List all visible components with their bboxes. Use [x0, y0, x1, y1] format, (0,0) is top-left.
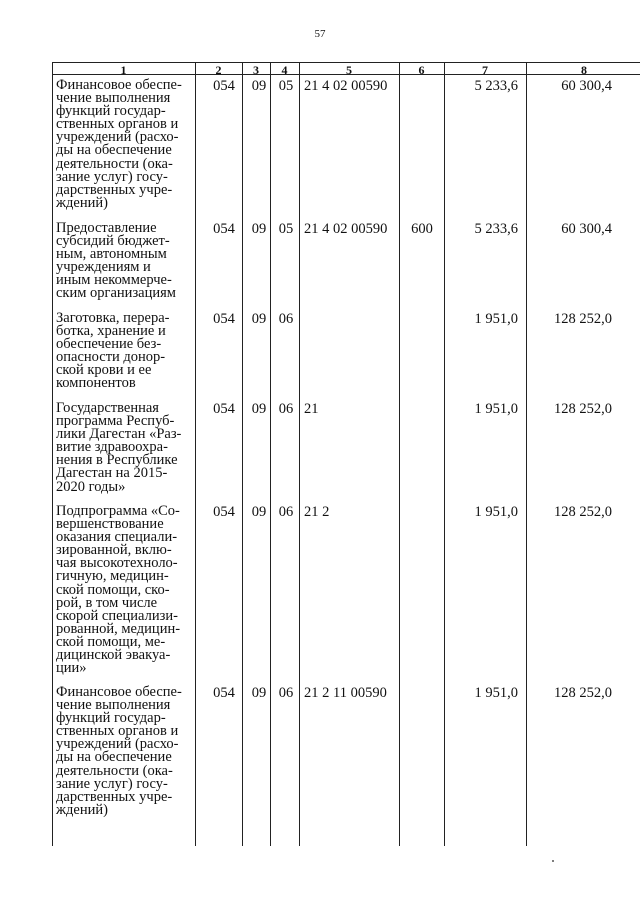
- table-cell-target: 21 2 11 00590: [304, 685, 387, 701]
- col-border-6: [444, 62, 445, 846]
- table-cell-ministry: 054: [213, 504, 235, 520]
- col-border-2: [242, 62, 243, 846]
- table-cell-target: 21 4 02 00590: [304, 221, 388, 237]
- table-cell-subsection: 06: [278, 401, 294, 417]
- col-border-0: [52, 62, 53, 846]
- table-cell-section: 09: [251, 78, 267, 94]
- table-cell-target: 21 2: [304, 504, 330, 520]
- table-cell-amount-2015: 5 233,6: [474, 221, 518, 237]
- col-border-1: [195, 62, 196, 846]
- table-cell-section: 09: [251, 685, 267, 701]
- table-cell-ministry: 054: [213, 221, 235, 237]
- col-border-3: [270, 62, 271, 846]
- table-cell-amount-total: 128 252,0: [554, 504, 612, 520]
- table-cell-subsection: 06: [278, 311, 294, 327]
- header-col-4: 4: [281, 63, 288, 77]
- table-cell-amount-total: 128 252,0: [554, 311, 612, 327]
- table-cell-ministry: 054: [213, 401, 235, 417]
- table-row-name: Финансовое обеспе- чение выполнения функций государ- ственных органов и учреждений (расхо- ды на обеспечение деятельности (ока- зание услуг) госу- дарственных учре- ждений): [56, 684, 182, 818]
- table-cell-section: 09: [251, 401, 267, 417]
- header-col-8: 8: [581, 63, 587, 77]
- table-row-name: Заготовка, перера- ботка, хранение и обеспечение без- опасности донор- ской крови и ее компонентов: [56, 310, 170, 392]
- header-col-6: 6: [418, 63, 425, 77]
- table-cell-amount-total: 60 300,4: [561, 78, 612, 94]
- table-cell-target: 21 4 02 00590: [304, 78, 388, 94]
- table-cell-subsection: 05: [278, 78, 294, 94]
- table-row-name: Подпрограмма «Со- вершенствование оказания специали- зированной, вклю- чая высокотехноло- гичную, медицин- ской помощи, ско- рой, в том числе скорой специализи- рованной, медицин- ской помощи, ме- дицинской эвакуа- ции»: [56, 503, 181, 677]
- col-border-5: [399, 62, 400, 846]
- table-cell-subsection: 05: [278, 221, 294, 237]
- table-cell-ministry: 054: [213, 685, 235, 701]
- col-border-7: [526, 62, 527, 846]
- header-col-3: 3: [253, 63, 259, 77]
- table-cell-subsection: 06: [278, 685, 294, 701]
- table-cell-target: 21: [304, 401, 319, 417]
- table-cell-amount-total: 128 252,0: [554, 685, 612, 701]
- table-cell-ministry: 054: [213, 78, 235, 94]
- col-border-4: [299, 62, 300, 846]
- table-cell-amount-total: 128 252,0: [554, 401, 612, 417]
- table-cell-amount-2015: 1 951,0: [474, 685, 518, 701]
- header-col-2: 2: [215, 63, 222, 77]
- table-cell-subsection: 06: [278, 504, 294, 520]
- table-row-name: Финансовое обеспе- чение выполнения функций государ- ственных органов и учреждений (расхо- ды на обеспечение деятельности (ока- зание услуг) госу- дарственных учре- ждений): [56, 77, 182, 211]
- table-row-name: Государственная программа Респуб- лики Дагестан «Раз- витие здравоохра- нения в Республике Дагестан на 2015- 2020 годы»: [56, 400, 182, 495]
- header-col-1: 1: [120, 63, 127, 77]
- table-cell-expense-type: 600: [411, 221, 433, 237]
- table-cell-amount-2015: 1 951,0: [474, 504, 518, 520]
- header-col-5: 5: [346, 63, 352, 77]
- budget-table: [52, 62, 640, 846]
- table-row-name: Предоставление субсидий бюджет- ным, автономным учреждениям и иным некоммерче- ским организациям: [56, 220, 176, 302]
- scan-speck: [552, 860, 554, 862]
- table-cell-section: 09: [251, 221, 267, 237]
- table-cell-amount-2015: 1 951,0: [474, 311, 518, 327]
- table-cell-amount-2015: 5 233,6: [474, 78, 518, 94]
- table-cell-section: 09: [251, 504, 267, 520]
- table-cell-amount-total: 60 300,4: [561, 221, 612, 237]
- table-cell-ministry: 054: [213, 311, 235, 327]
- table-cell-section: 09: [251, 311, 267, 327]
- header-col-7: 7: [482, 63, 488, 77]
- page-number: 57: [314, 28, 326, 40]
- table-cell-amount-2015: 1 951,0: [474, 401, 518, 417]
